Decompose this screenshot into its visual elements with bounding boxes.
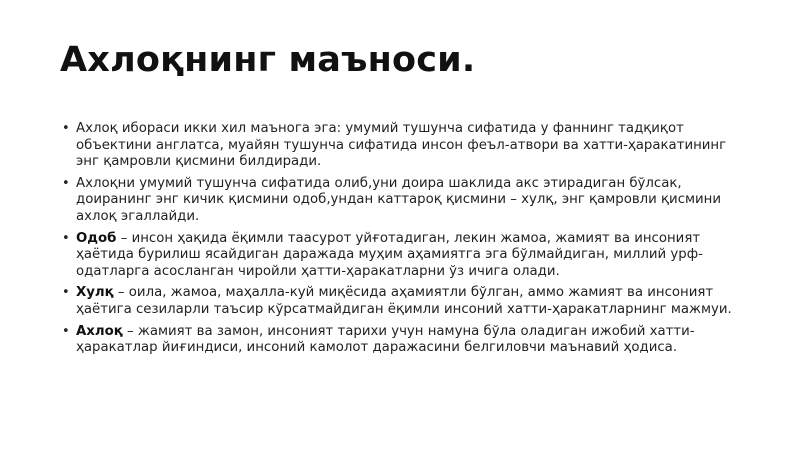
bullet-text: Ахлоқ ибораси икки хил маънога эга: умумий тушунча сифатида у фаннинг тадқиқот объектини англатса, муайян тушунча сифатида инсон феъл-атвори ва хатти-ҳаракатининг энг қамровли қисмини билдиради. [76,121,727,170]
bullet-dot-icon: • [62,285,70,301]
bullet-list [62,121,752,362]
bullet-item [62,231,752,281]
bullet-item [62,176,752,226]
bullet-term: Одоб [76,230,117,246]
bullet-dot-icon: • [62,121,70,136]
bullet-text: – жамият ва замон, инсоният тарихи учун намуна бўла оладиган ижобий хатти-ҳаракатлар йиғиндиси, инсоний камолот даражасини белгиловчи маънавий ҳодиса. [76,323,695,356]
bullet-dot-icon: • [62,175,70,191]
bullet-dot-icon: • [62,323,70,339]
bullet-text: Ахлоқни умумий тушунча сифатида олиб,уни доира шаклида акс этирадиган бўлсак, доиранинг энг кичик қисмини одоб,ундан каттароқ қисмини – хулқ, энг қамровли қисмини ахлоқ эгаллайди. [76,175,722,224]
bullet-item [62,285,752,318]
bullet-term: Хулқ [76,285,114,301]
bullet-item [62,324,752,357]
bullet-term: Ахлоқ [76,323,123,339]
bullet-item [62,121,752,171]
bullet-dot-icon: • [62,230,70,246]
slide-title: Ахлоқнинг маъноси. [60,40,476,80]
bullet-text: – оила, жамоа, маҳалла-куй миқёсида аҳамиятли бўлган, аммо жамият ва инсоният ҳаётига сезиларли таъсир кўрсатмайдиган ёқимли инсоний хатти-ҳаракатларнинг мажмуи. [76,285,732,317]
bullet-text: – инсон ҳақида ёқимли таасурот уйғотадиган, лекин жамоа, жамият ва инсоният ҳаётида бурилиш ясайдиган даражада муҳим аҳамиятга эга бўлмайдиган, миллий урф-одатларга асосланган чиройли ҳатти-ҳаракатларни ўз ичига олади. [76,230,703,279]
